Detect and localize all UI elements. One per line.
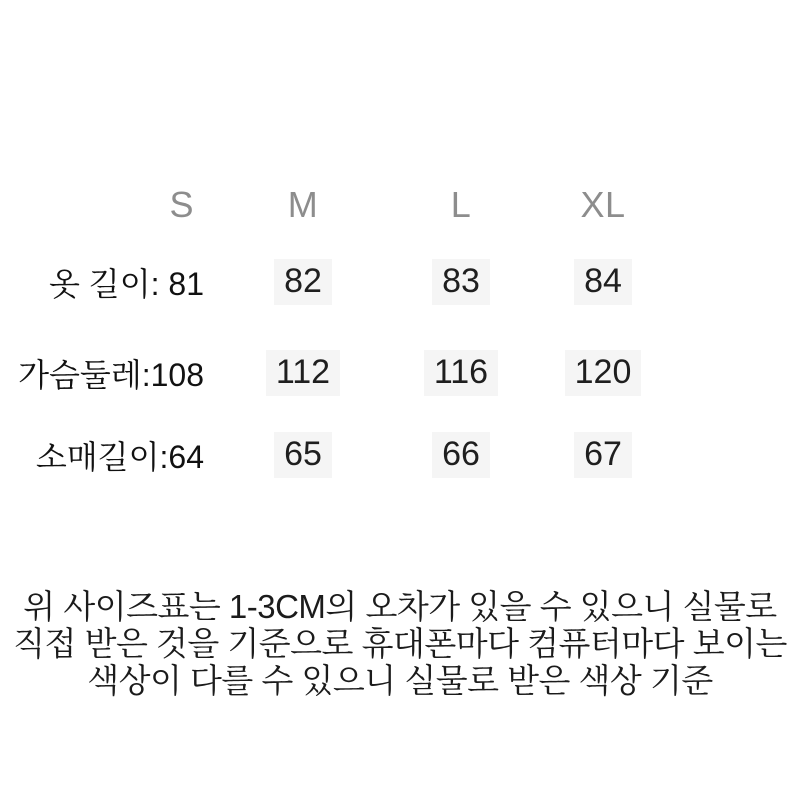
chest-value-l xyxy=(386,330,536,416)
disclaimer-line-3: 색상이 다를 수 있으니 실물로 받은 색상 기준 xyxy=(87,662,713,699)
size-header-m: M xyxy=(287,184,319,225)
size-value: 82 xyxy=(274,259,332,304)
size-value: 84 xyxy=(574,259,632,304)
size-header-xl: XL xyxy=(580,184,626,225)
length-value-xl xyxy=(536,234,670,330)
chest-value-xl xyxy=(536,330,670,416)
size-value: 67 xyxy=(574,432,632,477)
size-value: 112 xyxy=(266,350,340,395)
sleeve-value-m xyxy=(220,416,386,494)
size-value: 83 xyxy=(432,259,490,304)
length-value-l xyxy=(386,234,536,330)
disclaimer-text xyxy=(0,588,800,699)
chest-value-m xyxy=(220,330,386,416)
size-header-s: S xyxy=(169,184,194,225)
row-label-sleeve: 소매길이:64 xyxy=(35,439,204,475)
size-value: 120 xyxy=(565,350,642,395)
row-label-length: 옷 길이: 81 xyxy=(48,266,204,302)
length-value-m xyxy=(220,234,386,330)
size-value: 66 xyxy=(432,432,490,477)
size-header-l: L xyxy=(450,184,472,225)
row-label-chest: 가슴둘레:108 xyxy=(18,357,204,393)
disclaimer-line-2: 직접 받은 것을 기준으로 휴대폰마다 컴퓨터마다 보이는 xyxy=(13,625,787,662)
sleeve-value-l xyxy=(386,416,536,494)
sleeve-value-xl xyxy=(536,416,670,494)
size-value: 65 xyxy=(274,432,332,477)
disclaimer-line-1: 위 사이즈표는 1-3CM의 오차가 있을 수 있으니 실물로 xyxy=(23,588,777,625)
size-value: 116 xyxy=(424,350,498,395)
size-chart-table xyxy=(18,176,670,494)
